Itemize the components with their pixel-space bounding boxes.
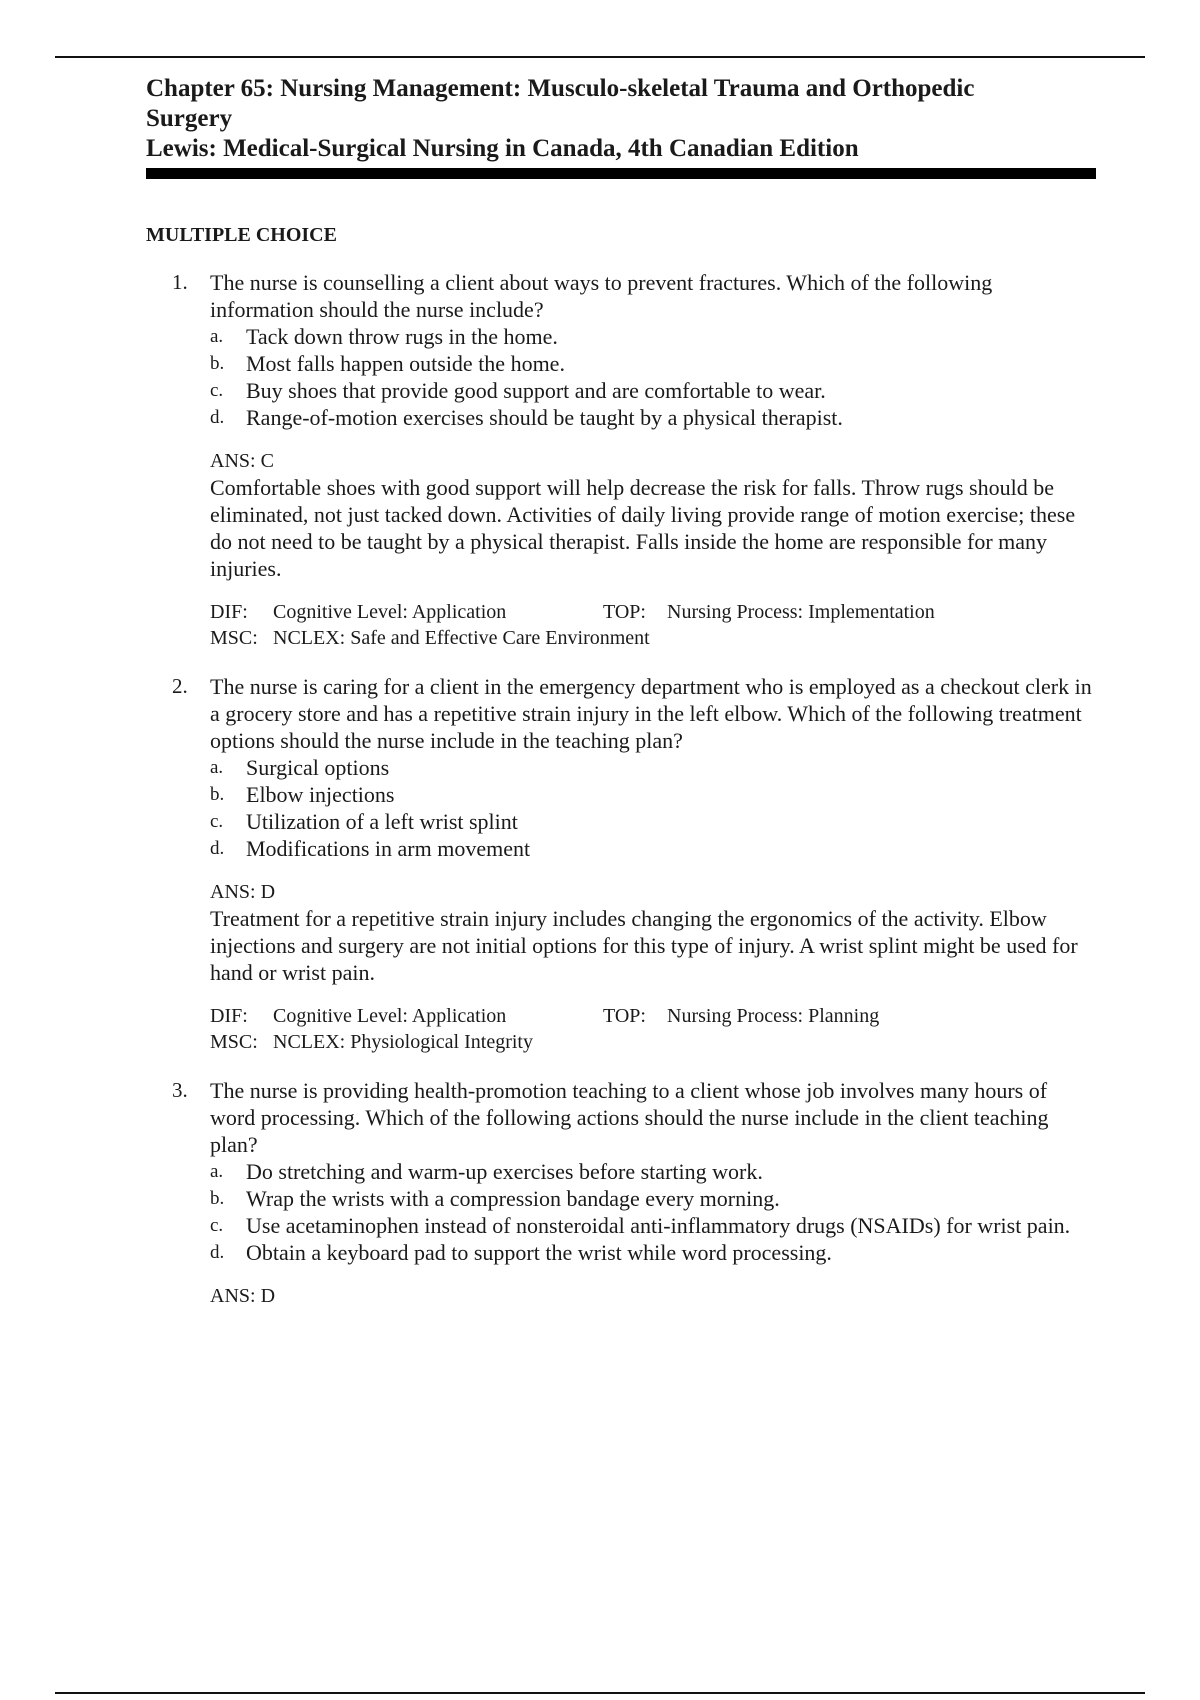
option-list — [210, 323, 1096, 431]
question-stem: The nurse is caring for a client in the emergency department who is employed as a checkout clerk in a grocery store and has a repetitive strain injury in the left elbow. Which of the following treatment options should the nurse include in the teaching plan? — [210, 674, 1092, 753]
top-rule — [55, 56, 1145, 58]
answer-key: ANS: D — [210, 881, 276, 903]
chapter-title — [146, 74, 1096, 164]
option-text: Do stretching and warm-up exercises before starting work. — [246, 1159, 763, 1184]
option-text: Wrap the wrists with a compression bandage every morning. — [246, 1186, 780, 1211]
option-text: Range-of-motion exercises should be taught by a physical therapist. — [246, 405, 843, 430]
document-page — [146, 74, 1096, 1309]
option-letter: c. — [210, 811, 224, 832]
top-label: TOP: — [603, 601, 646, 623]
option-a — [210, 323, 1096, 350]
option-letter: a. — [210, 326, 224, 347]
section-title: MULTIPLE CHOICE — [146, 224, 337, 246]
option-text: Obtain a keyboard pad to support the wrist while word processing. — [246, 1240, 832, 1265]
dif-label: DIF: — [210, 1005, 248, 1027]
chapter-title-line2: Surgery — [146, 105, 233, 132]
option-text: Most falls happen outside the home. — [246, 351, 565, 376]
top-label: TOP: — [603, 1005, 646, 1027]
question-stem: The nurse is counselling a client about ways to prevent fractures. Which of the following information should the nurse include? — [210, 270, 993, 322]
option-text: Surgical options — [246, 755, 390, 780]
option-b — [210, 781, 1096, 808]
option-letter: c. — [210, 1215, 224, 1236]
option-letter: b. — [210, 353, 225, 374]
option-letter: d. — [210, 1242, 225, 1263]
question-1 — [146, 269, 1096, 651]
rationale: Treatment for a repetitive strain injury includes changing the ergonomics of the activity. Elbow injections and surgery are not initial options for this type of injury. A wrist splint might be used for hand or wrist pain. — [210, 906, 1078, 985]
option-list — [210, 1158, 1096, 1266]
answer-key: ANS: D — [210, 1285, 276, 1307]
question-number: 2. — [172, 674, 188, 698]
question-number: 3. — [172, 1078, 188, 1102]
option-letter: d. — [210, 407, 225, 428]
dif-label: DIF: — [210, 601, 248, 623]
option-letter: b. — [210, 1188, 225, 1209]
option-letter: a. — [210, 1161, 224, 1182]
answer-key: ANS: C — [210, 450, 274, 472]
option-text: Modifications in arm movement — [246, 836, 531, 861]
option-b — [210, 350, 1096, 377]
option-letter: a. — [210, 757, 224, 778]
top-value: Nursing Process: Planning — [667, 1005, 880, 1027]
option-d — [210, 835, 1096, 862]
top-value: Nursing Process: Implementation — [667, 601, 935, 623]
document-header — [146, 74, 1096, 179]
option-a — [210, 754, 1096, 781]
option-text: Buy shoes that provide good support and are comfortable to wear. — [246, 378, 826, 403]
option-c — [210, 1212, 1096, 1239]
book-subtitle: Lewis: Medical-Surgical Nursing in Canada, 4th Canadian Edition — [146, 135, 859, 162]
question-2 — [146, 673, 1096, 1055]
msc-label: MSC: — [210, 1031, 258, 1053]
question-3 — [146, 1077, 1096, 1309]
option-text: Utilization of a left wrist splint — [246, 809, 518, 834]
rationale: Comfortable shoes with good support will help decrease the risk for falls. Throw rugs should be eliminated, not just tacked down. Activities of daily living provide range of motion exercise; these do not need to be taught by a physical therapist. Falls inside the home are responsible for many injuries. — [210, 475, 1076, 581]
option-letter: d. — [210, 838, 225, 859]
option-text: Elbow injections — [246, 782, 395, 807]
option-d — [210, 1239, 1096, 1266]
option-d — [210, 404, 1096, 431]
option-c — [210, 808, 1096, 835]
option-a — [210, 1158, 1096, 1185]
msc-value: NCLEX: Physiological Integrity — [273, 1031, 533, 1053]
option-list — [210, 754, 1096, 862]
option-text: Use acetaminophen instead of nonsteroidal anti-inflammatory drugs (NSAIDs) for wrist pain. — [246, 1213, 1071, 1238]
question-metadata — [210, 1003, 1096, 1055]
msc-value: NCLEX: Safe and Effective Care Environment — [273, 627, 650, 649]
bottom-rule — [55, 1692, 1145, 1694]
question-stem: The nurse is providing health-promotion teaching to a client whose job involves many hours of word processing. Which of the following actions should the nurse include in the client teaching plan? — [210, 1078, 1049, 1157]
dif-value: Cognitive Level: Application — [273, 601, 507, 623]
title-underline-bar — [146, 168, 1096, 179]
msc-label: MSC: — [210, 627, 258, 649]
question-metadata — [210, 599, 1096, 651]
chapter-title-line1: Chapter 65: Nursing Management: Musculo-skeletal Trauma and Orthopedic — [146, 75, 975, 102]
option-letter: c. — [210, 380, 224, 401]
option-c — [210, 377, 1096, 404]
option-text: Tack down throw rugs in the home. — [246, 324, 558, 349]
option-letter: b. — [210, 784, 225, 805]
question-list — [146, 269, 1096, 1309]
dif-value: Cognitive Level: Application — [273, 1005, 507, 1027]
question-number: 1. — [172, 270, 188, 294]
option-b — [210, 1185, 1096, 1212]
